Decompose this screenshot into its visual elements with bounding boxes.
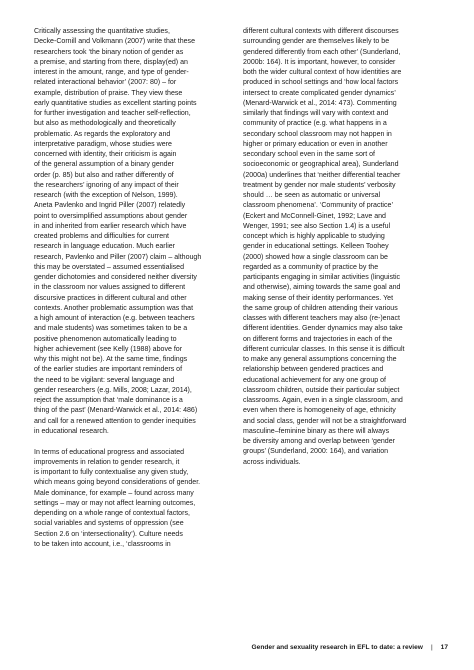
text-line: higher or primary education or even in another — [243, 140, 388, 148]
text-line: Male dominance, for example – found across many — [34, 489, 194, 497]
text-line: the researchers’ ignoring of any impact of their — [34, 181, 179, 189]
text-line: relationship between gendered practices and — [243, 366, 384, 374]
text-line: reject the assumption that ‘male dominance is a — [34, 397, 183, 404]
text-line: of the general assumption of a binary gender — [34, 161, 174, 169]
text-line: interest in the amount, range, and type of gender- — [34, 69, 189, 76]
text-line: a premise, and starting from there, display(ed) an — [34, 58, 188, 66]
body-paragraph — [243, 27, 448, 468]
text-line: to be taken into account, i.e., ‘classrooms in — [34, 540, 171, 548]
text-line: why this might not be). At the same time, findings — [34, 356, 188, 363]
text-line: and social class, gender will not be a straightforward — [243, 417, 407, 425]
text-line: which means going beyond considerations of gender. — [34, 479, 201, 487]
text-line: be diversity among and overlap between ‘gender — [243, 438, 395, 445]
text-line: created problems and difficulties for current — [34, 233, 170, 240]
text-line: Decke-Cornill and Volkmann (2007) write that these — [34, 38, 195, 46]
body-paragraph — [34, 448, 234, 551]
footer-separator: | — [430, 644, 433, 651]
text-line: secondary school classroom may not happen in — [243, 130, 392, 138]
text-line: gender in educational settings. Kelleen Toohey — [243, 243, 389, 251]
text-line: gender researchers (e.g. Mills, 2008; Lazar, 2014), — [34, 386, 192, 394]
right-column — [243, 27, 448, 468]
text-line: higher achievement (see Kelly (1988) above for — [34, 345, 183, 353]
text-line: in the classroom nor values assigned to different — [34, 284, 186, 292]
text-line: discursive practices in different cultural and other — [34, 294, 187, 302]
text-line: classroom phenomena’. ‘Community of practice’ — [243, 202, 394, 210]
text-line: classroom children, outside their particular subject — [243, 386, 400, 394]
text-line: gendered differently from each other’ (Sunderland, — [243, 48, 401, 56]
text-line: early quantitative studies as excellent starting points — [34, 99, 197, 107]
text-line: research (with the exception of Nelson, 1999). — [34, 192, 178, 199]
text-line: of the earlier studies are important reminders of — [34, 366, 183, 374]
text-line: social variables and systems of oppression (see — [34, 520, 184, 528]
text-line: regarded as a community of practice by the — [243, 263, 379, 271]
text-line: order (p. 85) but also and rather differently of — [34, 171, 174, 179]
running-title: Gender and sexuality research in EFL to date: a review — [251, 644, 423, 651]
left-column — [34, 27, 234, 550]
text-line: socioeconomic or geographical area), Sunderland — [243, 161, 399, 169]
text-line: to make any general assumptions concerning the — [243, 356, 397, 363]
text-line: even when there is homogeneity of age, ethnicity — [243, 407, 396, 415]
text-line: problematic. As regards the exploratory and — [34, 130, 171, 138]
text-line: (2000) showed how a single classroom can be — [243, 253, 388, 261]
text-line: gender dichotomies and considered neither diversity — [34, 274, 197, 281]
text-line: in and inherited from earlier research which have — [34, 222, 187, 230]
text-line: interpretative paradigm, whose studies were — [34, 140, 172, 148]
text-line: groups’ (Sunderland, 2000: 164), and variation — [243, 448, 389, 456]
text-line: Aneta Pavlenko and Ingrid Piller (2007) relatedly — [34, 202, 186, 210]
text-line: participants engaging in similar activities (linguistic — [243, 274, 401, 281]
text-line: (Eckert and McConnell-Ginet, 1992; Lave and — [243, 212, 386, 220]
text-line: positive phenomenon automatically leading to — [34, 335, 177, 343]
text-line: researchers took ‘the binary notion of gender as — [34, 48, 184, 56]
text-line: In terms of educational progress and associated — [34, 448, 185, 456]
text-line: and call for a renewed attention to gender inequities — [34, 417, 196, 425]
text-line: intersect to create complicated gender dynamics’ — [243, 89, 396, 97]
text-line: the need to be vigilant: several language and — [34, 376, 175, 384]
text-line: concerned with identity, their criticism is again — [34, 151, 177, 158]
text-line: point to oversimplified assumptions about gender — [34, 212, 188, 220]
text-line: similarly that findings will vary with context and — [243, 110, 389, 117]
text-line: different cultural contexts with different discourses — [243, 28, 399, 35]
text-line: concept which is highly applicable to studying — [243, 233, 385, 240]
text-line: secondary school even in the same sort of — [243, 151, 376, 158]
text-line: depending on a whole range of contextual factors, — [34, 510, 190, 517]
text-line: classrooms. Again, even in a single classroom, and — [243, 397, 403, 404]
text-line: this may be overstated – assumed essentialised — [34, 263, 185, 271]
text-line: is important to fully contextualise any given study, — [34, 469, 189, 476]
text-line: the same group of children attending their various — [243, 304, 398, 312]
text-line: (2000a) underlines that ‘neither differential teacher — [243, 171, 401, 179]
text-line: research in language education. Much earlier — [34, 243, 176, 251]
text-line: example, distribution of praise. They view these — [34, 89, 183, 97]
text-line: research, Pavlenko and Piller (2007) claim – although — [34, 253, 202, 261]
text-line: for further investigation and teacher self-reflection, — [34, 110, 191, 117]
text-line: making sense of their identity performances. Yet — [243, 294, 394, 302]
text-line: should … be seen as automatic or universal — [243, 192, 381, 199]
page-footer — [252, 644, 448, 651]
text-line: educational achievement for any one group of — [243, 376, 386, 384]
text-line: different identities. Gender dynamics may also take — [243, 325, 403, 333]
text-line: contexts. Another problematic assumption was that — [34, 304, 194, 312]
text-line: surrounding gender are themselves likely to be — [243, 38, 390, 46]
text-line: related interactional behavior’ (2007: 80) – for — [34, 79, 177, 87]
text-line: settings – may or may not affect learning outcomes, — [34, 499, 196, 507]
text-line: and otherwise), aiming towards the same goal and — [243, 284, 401, 292]
page-number: 17 — [440, 644, 448, 651]
text-line: in educational research. — [34, 427, 109, 435]
text-line: community of practice (e.g. what happens in a — [243, 120, 387, 128]
text-line: produced in school settings and ‘how local factors — [243, 79, 399, 87]
text-line: treatment by gender nor male students’ verbosity — [243, 181, 396, 189]
text-line: 2000b: 164). It is important, however, to consider — [243, 58, 396, 66]
text-line: across individuals. — [243, 458, 301, 466]
text-line: improvements in relation to gender research, it — [34, 458, 180, 466]
text-line: (Menard-Warwick et al., 2014: 473). Commenting — [243, 99, 397, 107]
text-line: masculine–feminine binary as there will always — [243, 427, 390, 435]
text-line: Wenger, 1991; see also Section 1.4) is a useful — [243, 222, 391, 230]
text-line: Section 2.6 on ‘intersectionality’). Culture needs — [34, 530, 183, 538]
text-line: on different forms and trajectories in each of the — [243, 335, 393, 343]
text-line: Critically assessing the quantitative studies, — [34, 28, 170, 35]
text-line: different curricular classes. In this sense it is difficult — [243, 345, 405, 353]
text-line: a high amount of interaction (e.g. between teachers — [34, 315, 195, 322]
text-line: both the wider cultural context of how identities are — [243, 69, 402, 76]
text-line: but also as methodologically and theoretically — [34, 120, 176, 128]
text-line: thing of the past’ (Menard-Warwick et al., 2014: 486) — [34, 407, 198, 415]
text-line: and male students) was sometimes taken to be a — [34, 325, 188, 333]
body-paragraph — [34, 27, 234, 437]
text-line: classes with different teachers may also (re-)enact — [243, 315, 400, 322]
